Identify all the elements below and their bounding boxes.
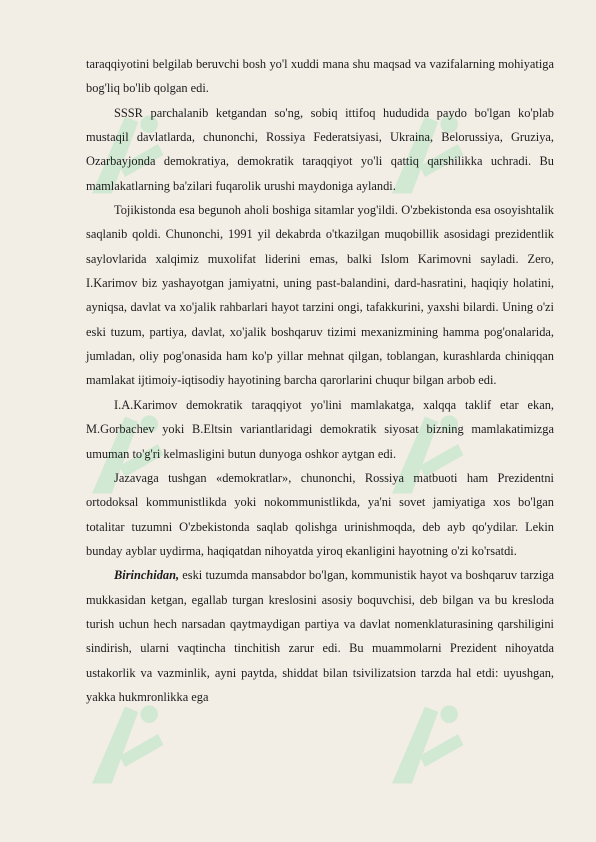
paragraph: SSSR parchalanib ketgandan so'ng, sobiq ittifoq hududida paydo bo'lgan ko'plab mustaqil davlatlarda, chunonchi, Rossiya Federatsiyasi, Ukraina, Belorussiya, Gruziya, Ozarbayjonda demokratiya, demokratik taraqqiyot yo'li qattiq qarshilikka uchradi. Bu mamlakatlarning ba'zilari fuqarolik urushi maydoniga aylandi. [86, 105, 554, 193]
paragraph: I.A.Karimov demokratik taraqqiyot yo'lini mamlakatga, xalqqa taklif etar ekan, M.Gorbachev yoki B.Eltsin variantlaridagi demokratik siyosat bizning mamlakatimizga umuman to'g'ri kelmasligini butun dunyoga oshkor aytgan edi. [86, 397, 554, 461]
paragraph-text: eski tuzumda mansabdor bo'lgan, kommunistik hayot va boshqaruv tarziga mukkasidan ketgan, egallab turgan kreslosini asosiy boquvchisi, deb bilgan va bu kresloda turish uchun hech narsadan qaytmaydigan partiya va davlat nomenklaturasining qarshiligini sindirish, ularni vaqtincha tinchitish zarur edi. Bu muammolarni Prezident nihoyatda ustakorlik va vazminlik, ayni paytda, shiddat bilan tsivilizatsion tarzda hal etdi: uyushgan, yakka hukmronlikka ega [86, 568, 554, 704]
paragraph: Jazavaga tushgan «demokratlar», chunonchi, Rossiya matbuoti ham Prezidentni ortodoksal kommunistlikda yoki nokommunistlikda, ya'ni sovet jamiyatiga xos bo'lgan totalitar tuzumni O'zbekistonda saqlab qolishga urinishmoqda, deb ayb qo'ydilar. Lekin bunday ayblar uydirma, haqiqatdan nihoyatda yiroq ekanligini hayotning o'zi ko'rsatdi. [86, 470, 554, 558]
document-body [86, 52, 554, 709]
paragraph: taraqqiyotini belgilab beruvchi bosh yo'l xuddi mana shu maqsad va vazifalarning mohiyatiga bog'liq bo'lib qolgan edi. [86, 57, 554, 96]
paragraph: Tojikistonda esa begunoh aholi boshiga sitamlar yog'ildi. O'zbekistonda esa osoyishtalik saqlanib qoldi. Chunonchi, 1991 yil dekabrda o'tkazilgan muqobillik asosidagi prezidentlik saylovlarida xalqimiz muxolifat liderini emas, balki Islom Karimovni sayladi. Zero, I.Karimov biz yashayotgan jamiyatni, uning past-balandini, dard-hasratini, haqiqiy holatini, ayniqsa, davlat va xo'jalik rahbarlari hayot tarzini ongi, tafakkurini, yaxshi bilardi. Uning o'zi eski tuzum, partiya, davlat, xo'jalik boshqaruv tizimi mexanizmining hamma pog'onalarida, jumladan, oliy pog'onasida ham ko'p yillar mehnat qilgan, toblangan, kurashlarda chiniqqan mamlakat ijtimoiy-iqtisodiy hayotining barcha qarorlarini chuqur bilgan arbob edi. [86, 203, 554, 388]
paragraph-lead: Birinchidan, [114, 568, 180, 583]
paragraph [86, 563, 554, 709]
